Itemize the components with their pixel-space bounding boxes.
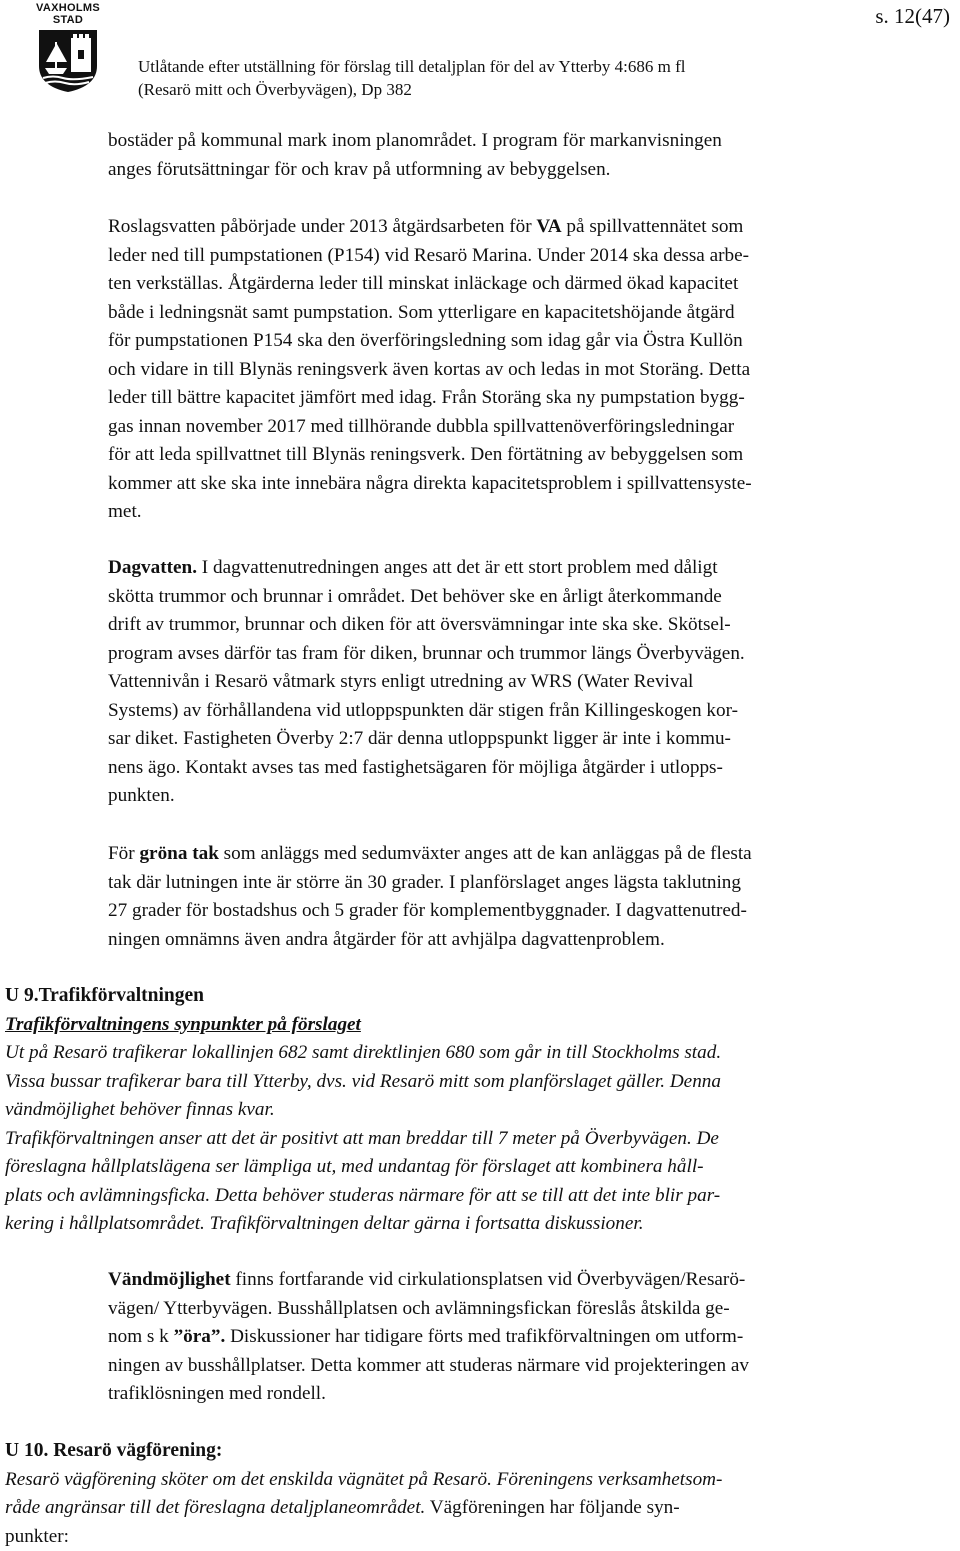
dagvatten-bold: Dagvatten.: [108, 557, 197, 578]
text-line: för pumpstationen P154 ska den överföringsledning som idag går via Östra Kullön: [108, 330, 743, 351]
text-span: som anläggs med sedumväxter anges att de kan anläggas på de flesta: [218, 843, 752, 864]
section-u9: [5, 982, 940, 1239]
municipality-logo: [28, 2, 108, 94]
text-line: både i ledningsnät samt pumpstation. Som ytterligare en kapacitetshöjande åtgärd: [108, 301, 735, 323]
paragraph-vandmojlighet: [108, 1266, 940, 1409]
text-line: Resarö vägförening sköter om det enskilda vägnätet på Resarö. Föreningens verksamhetsom-: [5, 1468, 723, 1490]
text-line: Vattennivån i Resarö våtmark styrs enligt utredning av WRS (Water Revival: [108, 671, 694, 692]
text-line: ten verkställas. Åtgärderna leder till minskat inläckage och därmed ökad kapacitet: [108, 273, 739, 294]
text-line: kommer att ske ska inte innebära några direkta kapacitetsproblem i spillvattensyste-: [108, 472, 752, 494]
text-line: bostäder på kommunal mark inom planområdet. I program för markanvisningen: [108, 130, 722, 151]
text-line: och vidare in till Blynäs reningsverk även kortas av och ledas in mot Storäng. Detta: [108, 358, 751, 380]
text-line: vändmöjlighet behöver finnas kvar.: [5, 1099, 275, 1120]
text-line: anges förutsättningar för och krav på utformning av bebyggelsen.: [108, 158, 611, 180]
coat-of-arms-icon: [37, 28, 99, 94]
header-line2: (Resarö mitt och Överbyvägen), Dp 382: [138, 80, 412, 99]
text-line: program avses därför tas fram för diken, brunnar och trummor längs Överbyvägen.: [108, 642, 745, 664]
text-line: tak där lutningen inte är större än 30 grader. I planförslaget anges lägsta taklutning: [108, 871, 741, 893]
text-line: leder ned till pumpstationen (P154) vid Resarö Marina. Under 2014 ska dessa arbe-: [108, 244, 750, 266]
paragraph-1: [108, 127, 940, 184]
text-line: Systems) av förhållandena vid utloppspunkten där stigen från Killingeskogen kor-: [108, 699, 739, 721]
ora-bold: ”öra”.: [173, 1326, 226, 1347]
va-bold: VA: [536, 216, 562, 237]
text-line: drift av trummor, brunnar och diken för att översvämningar inte ska ske. Skötsel-: [108, 614, 731, 635]
text-span: I dagvattenutredningen anges att det är ett stort problem med dåligt: [197, 557, 718, 578]
text-span: Vägföreningen har följande syn-: [425, 1497, 680, 1518]
text-line: plats och avlämningsficka. Detta behöver studeras närmare för att se till att det inte blir par-: [5, 1184, 721, 1206]
text-line: [108, 1323, 940, 1352]
section-subheading: Trafikförvaltningens synpunkter på förslaget: [5, 1013, 361, 1035]
text-line: ningen omnämns även andra åtgärder för att avhjälpa dagvattenproblem.: [108, 928, 665, 950]
section-heading: U 9.Trafikförvaltningen: [5, 985, 204, 1006]
section-heading: U 10. Resarö vägförening:: [5, 1440, 223, 1461]
text-line: [108, 554, 940, 583]
text-line: [108, 1266, 940, 1295]
text-line: [5, 1494, 940, 1523]
page-number: s. 12(47): [875, 4, 950, 28]
text-line: föreslagna hållplatslägena ser lämpliga ut, med undantag för förslaget att kombinera håll-: [5, 1156, 704, 1177]
text-span: För: [108, 843, 140, 864]
text-line: gas innan november 2017 med tillhörande dubbla spillvattenöverföringsledningar: [108, 415, 735, 437]
text-line: nens ägo. Kontakt avses tas med fastighetsägaren för möjliga åtgärder i utlopps-: [108, 756, 723, 778]
text-line: [108, 840, 940, 869]
text-line: vägen/ Ytterbyvägen. Busshållplatsen och avlämningsfickan föreslås åtskilda ge-: [108, 1297, 730, 1319]
text-line: met.: [108, 501, 142, 522]
text-line: Ut på Resarö trafikerar lokallinjen 682 samt direktlinjen 680 som går in till Stockholms stad.: [5, 1042, 722, 1063]
text-span: nom s k: [108, 1326, 174, 1347]
document-header: [138, 55, 685, 101]
vandmojlighet-bold: Vändmöjlighet: [108, 1269, 231, 1290]
text-line: trafiklösningen med rondell.: [108, 1383, 326, 1404]
text-line: Vissa bussar trafikerar bara till Ytterby, dvs. vid Resarö mitt som planförslaget gäller. Denna: [5, 1070, 721, 1092]
section-u10: [5, 1437, 940, 1551]
text-line: 27 grader för bostadshus och 5 grader för komplementbyggnader. I dagvattenutred-: [108, 900, 747, 921]
text-line: ningen av busshållplatser. Detta kommer att studeras närmare vid projekteringen av: [108, 1354, 749, 1376]
paragraph-va: [108, 213, 940, 527]
text-span: råde angränsar till det föreslagna detaljplaneområdet.: [5, 1497, 426, 1518]
text-line: punkten.: [108, 785, 175, 806]
text-line: leder till bättre kapacitet jämfört med idag. Från Storäng ska ny pumpstation bygg-: [108, 387, 745, 408]
text-line: för att leda spillvattnet till Blynäs reningsverk. Den förtätning av bebyggelsen som: [108, 444, 744, 465]
text-span: på spillvattennätet som: [561, 216, 744, 237]
grona-tak-bold: gröna tak: [139, 843, 219, 864]
header-line1: Utlåtande efter utställning för förslag till detaljplan för del av Ytterby 4:686 m fl: [138, 57, 686, 76]
logo-line2: STAD: [52, 14, 84, 26]
text-line: skötta trummor och brunnar i området. Det behöver ske en årligt återkommande: [108, 585, 722, 607]
text-line: sar diket. Fastigheten Överby 2:7 där denna utloppspunkt ligger är inte i kommu-: [108, 728, 731, 749]
text-line: Trafikförvaltningen anser att det är positivt att man breddar till 7 meter på Överbyvägen. De: [5, 1127, 719, 1149]
text-span: finns fortfarande vid cirkulationsplatsen vid Överbyvägen/Resarö-: [230, 1269, 746, 1290]
logo-line1: VAXHOLMS: [36, 2, 100, 14]
paragraph-dagvatten: [108, 554, 940, 811]
paragraph-grona-tak: [108, 840, 940, 954]
logo-text: [28, 2, 108, 26]
text-span: Diskussioner har tidigare förts med trafikförvaltningen om utform-: [225, 1326, 744, 1347]
text-line: kering i hållplatsområdet. Trafikförvaltningen deltar gärna i fortsatta diskussioner.: [5, 1213, 644, 1234]
text-line: [108, 213, 940, 242]
text-line: punkter:: [5, 1525, 69, 1547]
text-span: Roslagsvatten påbörjade under 2013 åtgärdsarbeten för: [108, 216, 537, 237]
